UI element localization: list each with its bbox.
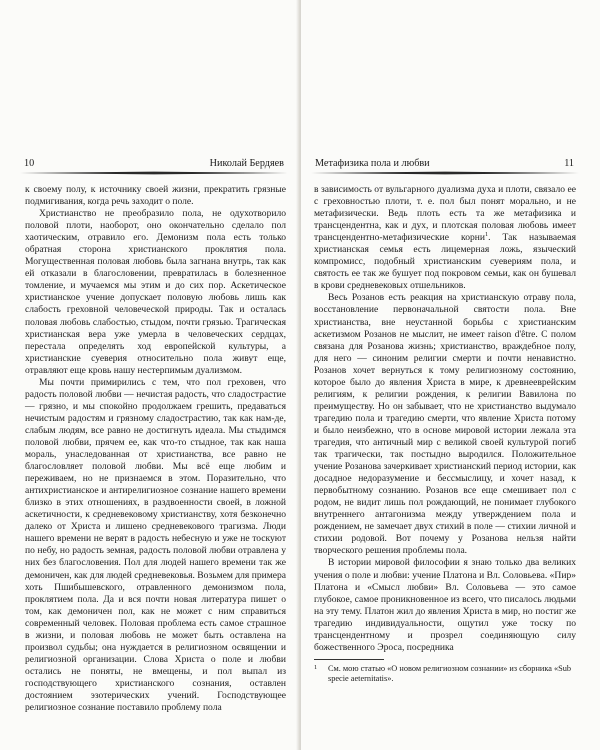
footnote bbox=[314, 659, 576, 685]
footnote-rule bbox=[314, 659, 384, 660]
page-number: 11 bbox=[564, 158, 574, 169]
paragraph: Мы почти примирились с тем, что пол греховен, что радость половой любви — нечистая радость, что сладострастие — грязно, и мы спокойно продолжаем грешить, предаваться нечистым радостям и грязному сладострастию, так как нам-де, слабым людям, все равно не достигнуть идеала. Мы стыдимся половой любви, прячем ее, как что-то стыдное, так как наша мораль, унаследованная от христианства, все равно не благословляет половой любви. Мы всё еще любим и переживаем, но не признаемся в этом. Поразительно, что антихристианское и антирелигиозное сознание нашего времени близко в этих отношениях, в раздвоенности своей, в ложной аскетичности, к средневековому христианству, хотя безконечно далеко от Христа и лишено средневекового трагизма. Люди нашего времени не верят в радость небесную и уже не тоскуют по небу, но радость земная, радость половой любви отравлена у них без благословения. Пол для людей нашего времени так же демоничен, как для людей средневековья. Возьмем для примера хоть Пшибышевского, отравленного демонизмом пола, проклятием пола. Да и вся почти новая литература пишет о том, как демоничен пол, как не может с ним справиться современный человек. Половая проблема есть самое страшное в жизни, и половая любовь не может быть оставлена на произвол судьбы; она нуждается в религиозном освящении и религиозной организации. Слова Христа о поле и любви остались не поняты, не вмещены, и пол выпал из господствующего христианского сознания, оставлен достоянием эзотерических учений. Господствующее религиозное сознание поставило проблему пола bbox=[25, 376, 286, 714]
page-number: 10 bbox=[24, 158, 35, 169]
footnote-text: См. мою статью «О новом религиозном сознании» из сборника «Sub specie aeternitatis». bbox=[328, 664, 572, 684]
header-rule bbox=[311, 171, 579, 175]
right-page bbox=[301, 0, 600, 750]
running-head-title: Метафизика пола и любви bbox=[315, 158, 430, 169]
header-rule bbox=[20, 171, 288, 175]
footnote-ref: 1 bbox=[484, 231, 489, 239]
left-page bbox=[0, 0, 299, 750]
paragraph: Весь Розанов есть реакция на христианскую отраву пола, восстановление первоначальной святости пола. Вне христианства, вне неустанной борьбы с христианским аскетизмом Розанов не мыслит, не имеет raison d'être. С полом связана для Розанова жизнь; христианство, враждебное полу, для него — синоним религии смерти и почти ненавистно. Розанов хочет вернуться к тому религиозному состоянию, которое было до явления Христа в мире, к древнееврейским религиям, к религии рождения, к религии Вавилона по преимуществу. Но он забывает, что не христианство выдумало трагедию пола и трагедию смерти, что явление Христа потому и было неизбежно, что в основе мировой истории лежала эта трагедия, что античный мир с великой своей культурой погиб так трагически, так постыдно выродился. Положительное учение Розанова зачеркивает христианский период истории, как досадное недоразумение и бессмыслицу, и хочет назад, к первобытному сознанию. Розанов все еще смешивает пол с родом, не видит лишь пол рождающий, не понимает глубокого внутреннего антагонизма между утверждением пола и рождением, не замечает двух стихий в поле — стихии личной и стихии родовой. Вот почему у Розанова нельзя найти творческого решения проблемы пола. bbox=[314, 292, 576, 557]
paragraph: в зависимость от вульгарного дуализма духа и плоти, связало ее с греховностью плоти, т. е. пол был понят морально, и не метафизически. Ведь плоть есть та же метафизика и трансцендентна, как и дух, и плотская половая любовь имеет трансцендентно-метафизические корни$^1$. Так называемая христианская семья есть лицемерная ложь, языческий компромисс, подобный христианским суевериям пола, и святость ее так же бушует под покровом семьи, как он бушевал в крови средневековых отшельников. bbox=[314, 184, 576, 292]
left-body-text bbox=[25, 184, 286, 714]
running-head-author: Николай Бердяев bbox=[209, 158, 284, 169]
right-body-text bbox=[314, 184, 576, 654]
paragraph: к своему полу, к источнику своей жизни, прекратить грязные подмигивания, когда речь заходит о поле. bbox=[25, 184, 286, 208]
paragraph: В истории мировой философии я знаю только два великих учения о поле и любви: учение Платона и Вл. Соловьева. «Пир» Платона и «Смысл любви» Вл. Соловьева — это самое глубокое, самое проникновенное из всего, что писалось людьми на эту тему. Платон жил до явления Христа в мир, но постиг же трагедию индивидуальности, ощутил уже тоску по трансцендентному и прозрел соединяющую силу божественного Эроса, посредника bbox=[314, 557, 576, 653]
footnote-marker: 1 bbox=[314, 664, 318, 671]
paragraph: Христианство не преобразило пола, не одухотворило половой плоти, наоборот, оно окончательно сделало пол хаотическим, отравило его. Демонизм пола есть только обратная сторона христианского проклятия пола. Могущественная половая любовь была загнана внутрь, так как ей отказали в благословении, превратилась в болезненное томление, и мучаемся мы этим и до сих пор. Аскетическое христианское учение допускает половую любовь лишь как слабость греховной человеческой природы. Так и осталась половая любовь слабостью, стыдом, почти грязью. Трагическая христианская вера уже умерла в человеческих сердцах, перестала определять ход европейской культуры, а христианские суеверия относительно пола живут еще, отравляют еще кровь нашу нестерпимым дуализмом. bbox=[25, 208, 286, 376]
